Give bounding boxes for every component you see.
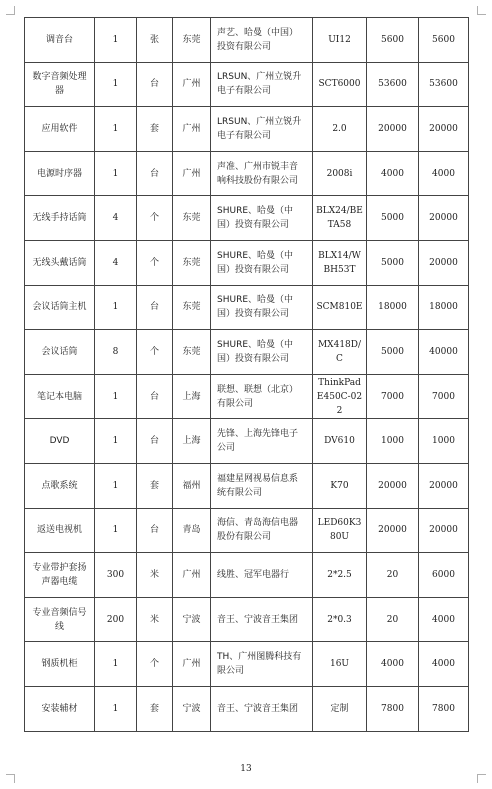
cell-item-name: 应用软件 [25,107,95,152]
table-row [25,330,469,375]
cell-quantity: 4 [95,196,137,241]
cell-model: 2008i [313,151,367,196]
cell-item-name: 返送电视机 [25,508,95,553]
cell-origin: 广州 [173,62,211,107]
cell-origin: 上海 [173,419,211,464]
cell-quantity: 1 [95,686,137,731]
cell-total: 7000 [419,374,469,419]
cell-unit: 台 [137,151,173,196]
cell-manufacturer: 先锋、上海先锋电子公司 [211,419,313,464]
table-row [25,642,469,687]
cell-unit-price: 20 [367,553,419,598]
cell-unit-price: 20 [367,597,419,642]
table-row [25,419,469,464]
cell-origin: 东莞 [173,196,211,241]
cell-origin: 广州 [173,642,211,687]
equipment-table-body [25,18,469,732]
cell-total: 1000 [419,419,469,464]
cell-item-name: 专业音频信号线 [25,597,95,642]
cell-item-name: 电源时序器 [25,151,95,196]
table-row [25,18,469,63]
cell-quantity: 1 [95,62,137,107]
cell-manufacturer: 海信、青岛海信电器股份有限公司 [211,508,313,553]
cell-unit-price: 1000 [367,419,419,464]
cell-manufacturer: SHURE、哈曼（中国）投资有限公司 [211,240,313,285]
cell-item-name: DVD [25,419,95,464]
table-row [25,508,469,553]
cell-total: 20000 [419,107,469,152]
table-row [25,196,469,241]
cell-manufacturer: 联想、联想（北京）有限公司 [211,374,313,419]
cell-unit-price: 5000 [367,240,419,285]
cell-item-name: 点歌系统 [25,463,95,508]
cell-origin: 广州 [173,107,211,152]
cell-item-name: 会议话筒 [25,330,95,375]
cell-unit: 台 [137,419,173,464]
cell-model: 2.0 [313,107,367,152]
cell-item-name: 数字音频处理器 [25,62,95,107]
cell-quantity: 1 [95,463,137,508]
cell-item-name: 无线头戴话筒 [25,240,95,285]
cell-origin: 福州 [173,463,211,508]
cell-unit: 台 [137,62,173,107]
cell-origin: 东莞 [173,330,211,375]
table-row [25,240,469,285]
cell-origin: 广州 [173,151,211,196]
cell-total: 5600 [419,18,469,63]
cell-manufacturer: SHURE、哈曼（中国）投资有限公司 [211,330,313,375]
cell-quantity: 1 [95,508,137,553]
cell-quantity: 1 [95,151,137,196]
cell-item-name: 钢质机柜 [25,642,95,687]
cell-total: 4000 [419,151,469,196]
cell-quantity: 200 [95,597,137,642]
cell-unit-price: 18000 [367,285,419,330]
cell-item-name: 会议话筒主机 [25,285,95,330]
crop-mark-bottom-right [477,774,486,783]
cell-unit: 套 [137,463,173,508]
cell-manufacturer: 线胜、冠军电器行 [211,553,313,598]
table-row [25,62,469,107]
cell-unit-price: 20000 [367,508,419,553]
cell-unit: 套 [137,107,173,152]
cell-origin: 广州 [173,553,211,598]
cell-unit-price: 53600 [367,62,419,107]
cell-manufacturer: LRSUN、广州立锐升电子有限公司 [211,107,313,152]
cell-total: 4000 [419,642,469,687]
cell-quantity: 1 [95,285,137,330]
page-number: 13 [240,764,252,774]
cell-unit-price: 5600 [367,18,419,63]
cell-unit: 个 [137,240,173,285]
cell-total: 20000 [419,240,469,285]
cell-unit-price: 20000 [367,107,419,152]
crop-mark-top-right [477,6,486,15]
equipment-table [24,17,469,732]
cell-model: 2*0.3 [313,597,367,642]
cell-total: 20000 [419,463,469,508]
cell-total: 7800 [419,686,469,731]
cell-unit: 个 [137,330,173,375]
cell-quantity: 1 [95,374,137,419]
cell-origin: 青岛 [173,508,211,553]
cell-unit: 个 [137,196,173,241]
cell-unit: 台 [137,508,173,553]
table-row [25,374,469,419]
cell-quantity: 8 [95,330,137,375]
crop-mark-top-left [6,6,15,15]
cell-total: 4000 [419,597,469,642]
cell-manufacturer: SHURE、哈曼（中国）投资有限公司 [211,285,313,330]
cell-model: 定制 [313,686,367,731]
cell-total: 20000 [419,508,469,553]
table-row [25,686,469,731]
cell-total: 40000 [419,330,469,375]
cell-unit-price: 4000 [367,642,419,687]
cell-model: ThinkPad E450C-022 [313,374,367,419]
cell-quantity: 1 [95,419,137,464]
cell-unit: 台 [137,285,173,330]
cell-unit: 台 [137,374,173,419]
cell-manufacturer: LRSUN、广州立锐升电子有限公司 [211,62,313,107]
cell-origin: 宁波 [173,597,211,642]
cell-quantity: 1 [95,18,137,63]
cell-unit: 张 [137,18,173,63]
cell-model: BLX14/WBH53T [313,240,367,285]
cell-quantity: 1 [95,107,137,152]
cell-total: 18000 [419,285,469,330]
crop-mark-bottom-left [6,774,15,783]
cell-quantity: 300 [95,553,137,598]
cell-total: 20000 [419,196,469,241]
cell-item-name: 专业带护套扬声器电缆 [25,553,95,598]
table-row [25,597,469,642]
cell-unit: 米 [137,597,173,642]
cell-quantity: 4 [95,240,137,285]
cell-item-name: 调音台 [25,18,95,63]
cell-unit-price: 4000 [367,151,419,196]
cell-origin: 东莞 [173,285,211,330]
cell-origin: 宁波 [173,686,211,731]
cell-origin: 东莞 [173,240,211,285]
cell-unit-price: 5000 [367,196,419,241]
cell-model: MX418D/C [313,330,367,375]
cell-manufacturer: 福建星网视易信息系统有限公司 [211,463,313,508]
cell-item-name: 无线手持话筒 [25,196,95,241]
cell-manufacturer: 声准、广州市锐丰音响科技股份有限公司 [211,151,313,196]
cell-model: 2*2.5 [313,553,367,598]
cell-manufacturer: 声艺、哈曼（中国）投资有限公司 [211,18,313,63]
cell-item-name: 安装辅材 [25,686,95,731]
cell-model: 16U [313,642,367,687]
cell-model: LED60K380U [313,508,367,553]
cell-quantity: 1 [95,642,137,687]
table-row [25,151,469,196]
cell-manufacturer: SHURE、哈曼（中国）投资有限公司 [211,196,313,241]
cell-model: SCM810E [313,285,367,330]
cell-model: DV610 [313,419,367,464]
cell-unit: 个 [137,642,173,687]
cell-origin: 东莞 [173,18,211,63]
cell-model: K70 [313,463,367,508]
cell-model: BLX24/BETA58 [313,196,367,241]
cell-model: SCT6000 [313,62,367,107]
cell-origin: 上海 [173,374,211,419]
cell-manufacturer: 音王、宁波音王集团 [211,597,313,642]
cell-unit-price: 7000 [367,374,419,419]
table-row [25,553,469,598]
table-row [25,463,469,508]
cell-manufacturer: 音王、宁波音王集团 [211,686,313,731]
cell-unit: 米 [137,553,173,598]
cell-unit-price: 5000 [367,330,419,375]
cell-unit: 套 [137,686,173,731]
cell-manufacturer: TH、广州图腾科技有限公司 [211,642,313,687]
table-row [25,285,469,330]
cell-total: 53600 [419,62,469,107]
cell-model: UI12 [313,18,367,63]
cell-unit-price: 20000 [367,463,419,508]
table-row [25,107,469,152]
cell-unit-price: 7800 [367,686,419,731]
cell-total: 6000 [419,553,469,598]
cell-item-name: 笔记本电脑 [25,374,95,419]
